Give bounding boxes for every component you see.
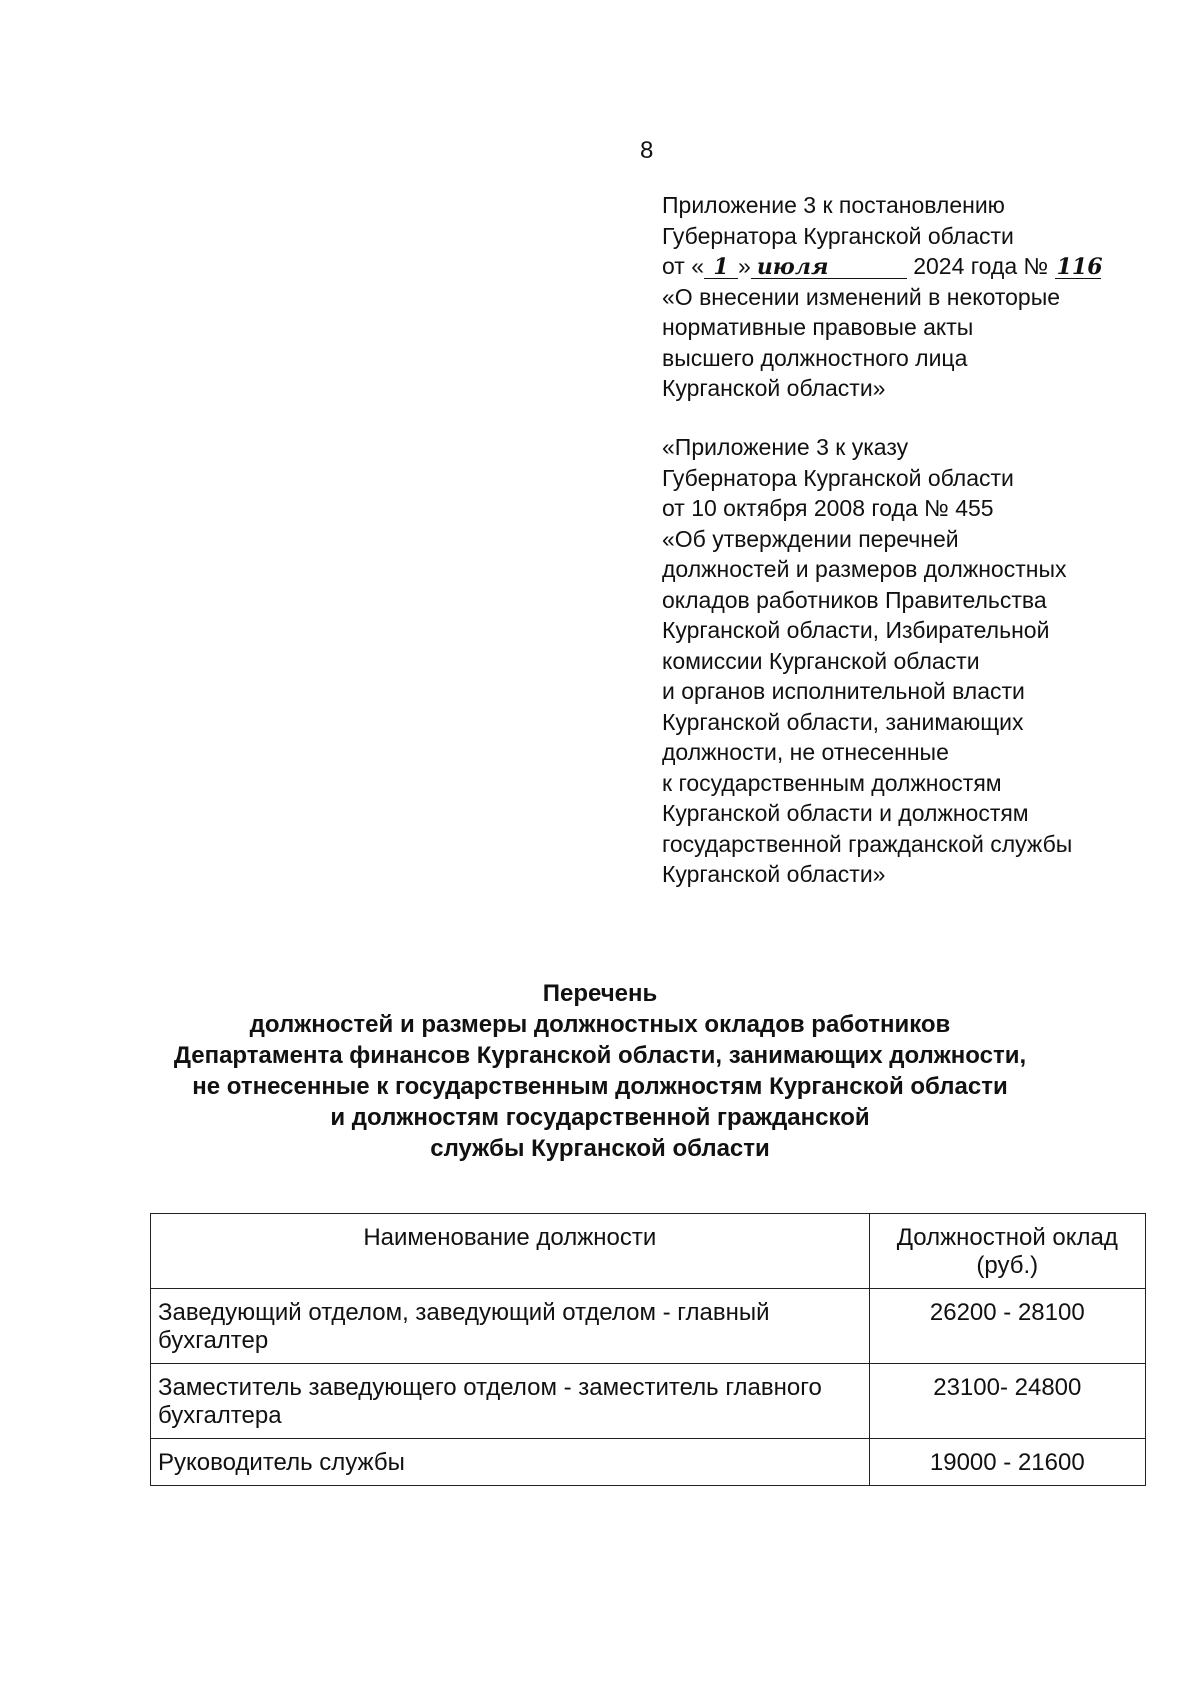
salary-cell: 26200 - 28100 (869, 1289, 1145, 1364)
date-prefix: от « (662, 253, 705, 279)
handwritten-month: июля (751, 256, 907, 279)
decree-line: Курганской области, Избирательной (662, 617, 1050, 643)
title-line: Департамента финансов Курганской области, занимающих должности, (173, 1042, 1027, 1069)
page-number: 8 (640, 137, 654, 164)
decree-line: Губернатора Курганской области (662, 464, 1014, 491)
date-year: 2024 года № (906, 253, 1049, 279)
table-row (151, 1364, 1146, 1439)
title-line: службы Курганской области (430, 1135, 770, 1162)
decree-line: «Об утверждении перечней (662, 525, 959, 552)
decree-line: Курганской области» (662, 861, 886, 887)
decree-line: должностей и размеров должностных (662, 556, 1067, 582)
appendix-date-line (662, 251, 1182, 282)
table-row (151, 1439, 1146, 1486)
decree-line: должности, не отнесенные (662, 739, 949, 765)
salary-cell: 19000 - 21600 (869, 1439, 1145, 1486)
appendix-line: нормативные правовые акты (662, 314, 974, 340)
appendix-line: Губернатора Курганской области (662, 222, 1014, 249)
appendix-line: Приложение 3 к постановлению (662, 192, 1005, 218)
decree-line: Курганской области, занимающих (662, 708, 1024, 735)
handwritten-day: 1 (704, 256, 738, 279)
document-title (150, 978, 1050, 1164)
header-position-name: Наименование должности (151, 1214, 870, 1289)
header-salary: Должностной оклад (руб.) (869, 1214, 1145, 1289)
decree-line: государственной гражданской службы (662, 830, 1073, 857)
position-cell: Заместитель заведующего отделом - заместитель главного бухгалтера (151, 1364, 870, 1439)
handwritten-number: 116 (1056, 254, 1103, 280)
positions-table (150, 1213, 1146, 1486)
date-mid: » (738, 253, 751, 279)
appendix-decree-block (662, 432, 1182, 890)
decree-line: к государственным должностям (662, 769, 1002, 796)
appendix-line: высшего должностного лица (662, 344, 968, 371)
title-line: Перечень (542, 980, 658, 1007)
title-line: не отнесенные к государственным должностям Курганской области (192, 1073, 1008, 1100)
decree-line: и органов исполнительной власти (662, 678, 1025, 704)
decree-line: комиссии Курганской области (662, 647, 980, 674)
appendix-line: «О внесении изменений в некоторые (662, 283, 1061, 310)
position-cell: Заведующий отделом, заведующий отделом - главный бухгалтер (151, 1289, 870, 1364)
decree-line: окладов работников Правительства (662, 586, 1047, 613)
decree-line: «Приложение 3 к указу (662, 434, 909, 460)
table-header-row (151, 1214, 1146, 1289)
title-line: должностей и размеры должностных окладов работников (249, 1011, 951, 1038)
decree-line: от 10 октября 2008 года № 455 (662, 495, 994, 521)
position-cell: Руководитель службы (151, 1439, 870, 1486)
decree-line: Курганской области и должностям (662, 800, 1029, 826)
appendix-line: Курганской области» (662, 375, 886, 401)
salary-cell: 23100- 24800 (869, 1364, 1145, 1439)
appendix-resolution-block (662, 190, 1182, 404)
table-row (151, 1289, 1146, 1364)
title-line: и должностям государственной гражданской (330, 1104, 870, 1131)
